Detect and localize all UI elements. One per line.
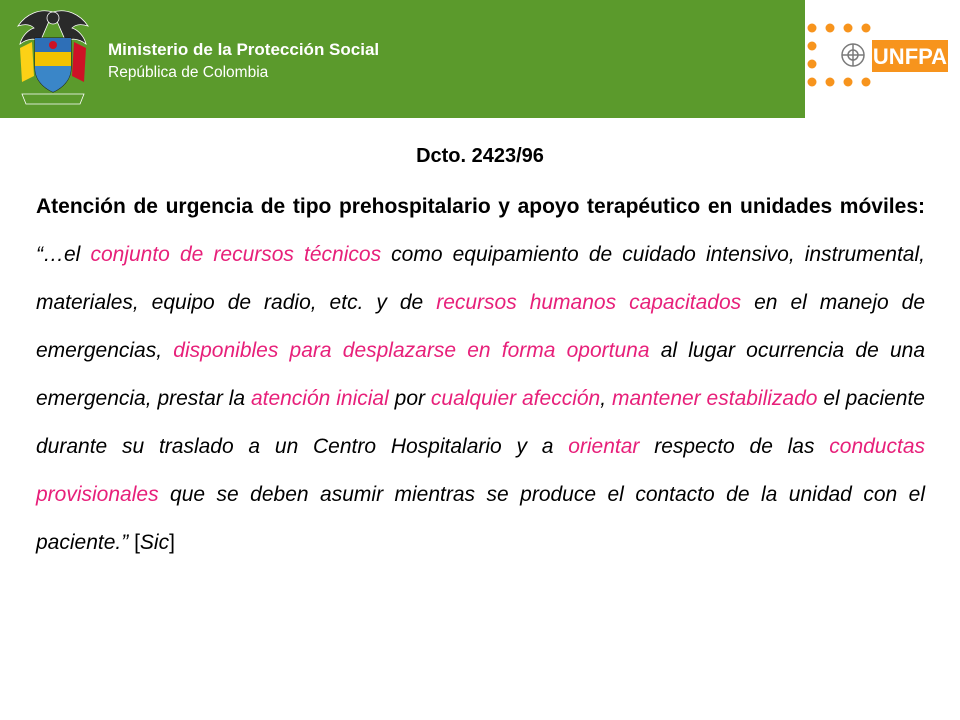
quoted-text: el paciente durante su traslado a un Centro Hospitalario y a — [36, 387, 925, 458]
coat-of-arms-logo — [10, 4, 96, 114]
plain-text: [ — [128, 531, 140, 554]
quoted-text: Sic — [139, 531, 170, 554]
quoted-text: al lugar ocurrencia de una emergencia, prestar la — [36, 339, 925, 410]
plain-text: ] — [169, 531, 175, 554]
quoted-text: respecto de las — [639, 435, 830, 458]
highlighted-term: cualquier afección — [430, 387, 601, 410]
highlighted-term: disponibles para desplazarse en forma oportuna — [173, 339, 650, 362]
highlighted-term: recursos humanos capacitados — [436, 291, 742, 314]
highlighted-term: atención inicial — [250, 387, 389, 410]
country-name: República de Colombia — [108, 64, 269, 81]
highlighted-term: conjunto de recursos técnicos — [90, 243, 382, 266]
highlighted-term: orientar — [568, 435, 640, 458]
highlighted-term: mantener estabilizado — [611, 387, 818, 410]
quoted-text: como equipamiento de cuidado intensivo, instrumental, materiales, equipo de radio, etc. y de — [36, 243, 925, 314]
ministry-name: Ministerio de la Protección Social — [108, 40, 380, 59]
highlighted-term: conductas provisionales — [36, 435, 925, 506]
decree-title: Dcto. 2423/96 — [416, 145, 544, 167]
heading-phrase: Atención de urgencia de tipo prehospitalario y apoyo terapéutico en unidades móviles: — [36, 195, 925, 218]
header-band — [0, 0, 805, 118]
unfpa-wordmark: UNFPA — [872, 44, 948, 69]
quoted-text: , — [600, 387, 612, 410]
quoted-text: por — [388, 387, 431, 410]
quoted-text: que se deben asumir mientras se produce el contacto de la unidad con el paciente.” — [36, 483, 925, 554]
definition-paragraph — [36, 183, 925, 567]
quoted-text: “…el — [36, 243, 91, 266]
unfpa-logo — [800, 16, 950, 96]
quoted-text: en el manejo de emergencias, — [36, 291, 925, 362]
un-emblem-icon — [842, 44, 864, 66]
